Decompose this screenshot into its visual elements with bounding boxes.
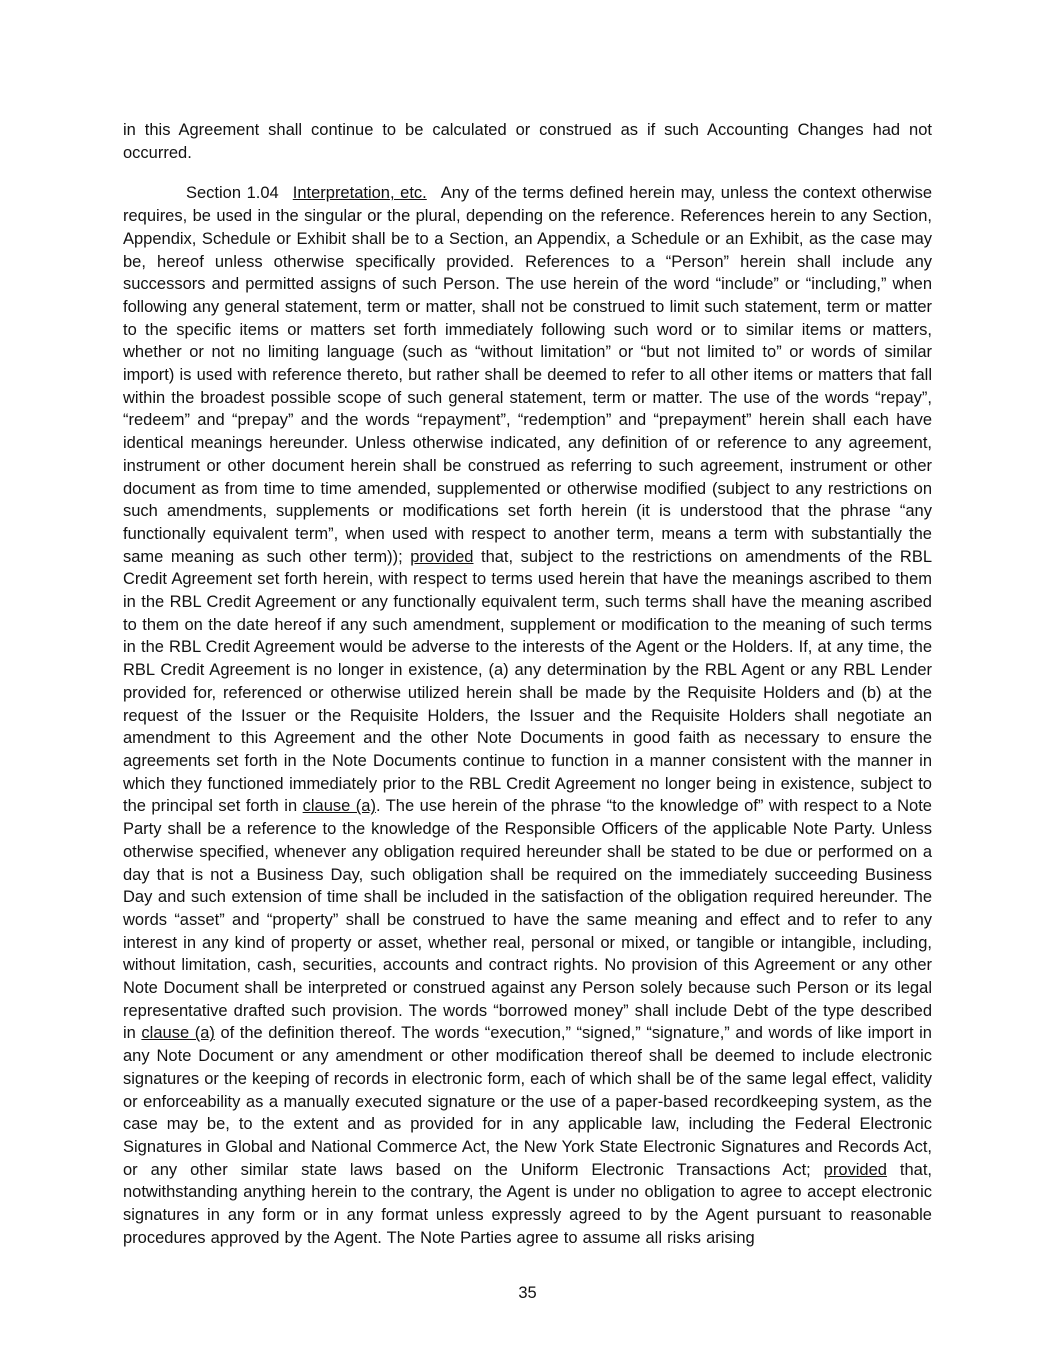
body-segment-1: Any of the terms defined herein may, unless the context otherwise requires, be used in the singular or the plural, depending on the reference. References herein to any Section, Appendix, Schedule or Exhibit shall be to a Section, an Appendix, a Schedule or an Exhibit, as the case may be, hereof unless otherwise specifically provided. References to a “Person” herein shall include any successors and permitted assigns of such Person. The use herein of the word “include” or “including,” when following any general statement, term or matter, shall not be construed to limit such statement, term or matter to the specific items or matters set forth immediately following such word or to similar items or matters, whether or not no limiting language (such as “without limitation” or “but not limited to” or words of similar import) is used with reference thereto, but rather shall be deemed to refer to all other items or matters that fall within the broadest possible scope of such general statement, term or matter. The use of the words “repay”, “redeem” and “prepay” and the words “repayment”, “redemption” and “prepayment” herein shall each have identical meanings hereunder. Unless otherwise indicated, any definition of or reference to any agreement, instrument or other document herein shall be construed as referring to such agreement, instrument or other document as from time to time amended, supplemented or otherwise modified (subject to any restrictions on such amendments, supplements or modifications set forth herein (it is understood that the phrase “any functionally equivalent term”, when used with respect to another term, means a term with substantially the same meaning as such other term)); (123, 184, 933, 566)
underlined-term-provided-1: provided (410, 547, 474, 566)
body-segment-3: . The use herein of the phrase “to the knowledge of” with respect to a Note Party shall be a reference to the knowledge of the Responsible Officers of the applicable Note Party. Unless otherwise specified, whenever any obligation required hereunder shall be stated to be due or performed on a day that is not a Business Day, such obligation shall be required on the immediately succeeding Business Day and such extension of time shall be included in the satisfaction of the obligation required hereunder. The words “asset” and “property” shall be construed to have the same meaning and effect and to refer to any interest in any kind of property or asset, whether real, personal or mixed, or tangible or intangible, including, without limitation, cash, securities, accounts and contract rights. No provision of this Agreement or any other Note Document shall be interpreted or construed against any Person solely because such Person or its legal representative drafted such provision. The words “borrowed money” shall include Debt of the type described in (123, 797, 932, 1043)
body-segment-4: of the definition thereof. The words “execution,” “signed,” “signature,” and words of like import in any Note Document or any amendment or other modification thereof shall be deemed to include electronic signatures or the keeping of records in electronic form, each of which shall be of the same legal effect, validity or enforceability as a manually executed signature or the use of a paper-based recordkeeping system, as the case may be, to the extent and as provided for in any applicable law, including the Federal Electronic Signatures in Global and National Commerce Act, the New York State Electronic Signatures and Records Act, or any other similar state laws based on the Uniform Electronic Transactions Act; (123, 1024, 932, 1179)
underlined-term-clause-a-1: clause (a) (302, 797, 376, 816)
underlined-term-provided-2: provided (823, 1160, 887, 1179)
section-title: Interpretation, etc. (292, 184, 427, 203)
underlined-term-clause-a-2: clause (a) (141, 1024, 215, 1043)
intro-paragraph-text: in this Agreement shall continue to be calculated or construed as if such Accounting Changes had not occurred. (123, 121, 932, 162)
body-segment-2: that, subject to the restrictions on amendments of the RBL Credit Agreement set forth herein, with respect to terms used herein that have the meanings ascribed to them in the RBL Credit Agreement or any functionally equivalent term, such terms shall have the meaning ascribed to them on the date hereof if any such amendment, supplement or modification to the meaning of such terms in the RBL Credit Agreement would be adverse to the interests of the Agent or the Holders. If, at any time, the RBL Credit Agreement is no longer in existence, (a) any determination by the RBL Agent or any RBL Lender provided for, referenced or otherwise utilized herein shall be made by the Requisite Holders and (b) at the request of the Issuer or the Requisite Holders, the Issuer and the Requisite Holders shall negotiate an amendment to this Agreement and the other Note Documents in good faith as necessary to ensure the agreements set forth in the Note Documents continue to function in a manner consistent with the manner in which they functioned immediately prior to the RBL Credit Agreement no longer being in existence, subject to the principal set forth in (123, 547, 932, 816)
section-number: Section 1.04 (186, 184, 279, 203)
intro-paragraph (123, 119, 932, 164)
section-1-04-paragraph (123, 182, 932, 1249)
body-segment-5: that, notwithstanding anything herein to the contrary, the Agent is under no obligation to agree to accept electronic signatures in any form or in any format unless expressly agreed to by the Agent pursuant to reasonable procedures approved by the Agent. The Note Parties agree to assume all risks arising (123, 1160, 932, 1247)
page-number: 35 (518, 1284, 537, 1302)
